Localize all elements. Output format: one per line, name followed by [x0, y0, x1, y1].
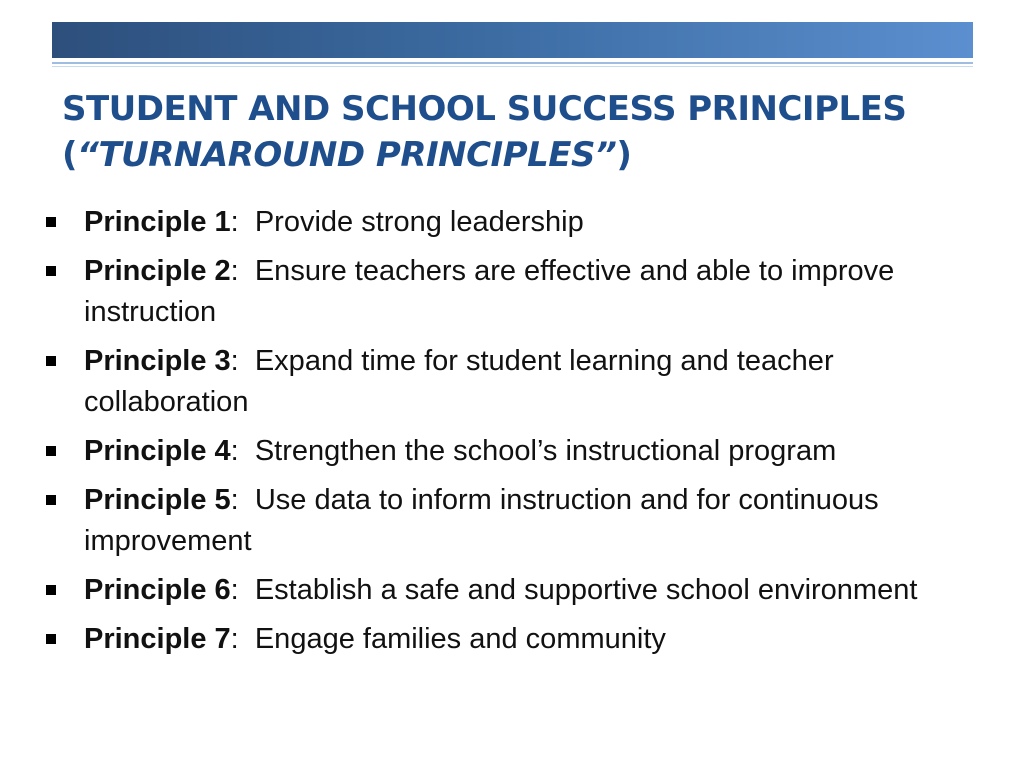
square-bullet-icon	[46, 634, 56, 644]
list-item	[44, 341, 1004, 423]
principle-separator: :	[230, 255, 255, 287]
principle-label: Principle 5	[84, 484, 231, 516]
square-bullet-icon	[46, 266, 56, 276]
principle-label: Principle 3	[84, 345, 231, 377]
square-bullet-icon	[46, 446, 56, 456]
principle-text: Use data to inform instruction and for continuous improvement	[84, 484, 879, 557]
square-bullet-icon	[46, 356, 56, 366]
title-open-paren: (	[62, 135, 78, 175]
list-item	[44, 202, 1004, 243]
principle-separator: :	[230, 623, 255, 655]
principle-separator: :	[230, 435, 255, 467]
square-bullet-icon	[46, 585, 56, 595]
principle-text: Provide strong leadership	[254, 206, 584, 238]
principle-text: Expand time for student learning and teacher collaboration	[84, 345, 834, 418]
principle-label: Principle 4	[84, 435, 231, 467]
list-item	[44, 480, 1004, 562]
principle-separator: :	[230, 345, 255, 377]
square-bullet-icon	[46, 495, 56, 505]
principle-text: Engage families and community	[254, 623, 666, 655]
list-item	[44, 570, 1004, 611]
header-divider-thin	[52, 66, 973, 67]
principle-separator: :	[230, 206, 255, 238]
title-line-1: STUDENT AND SCHOOL SUCCESS PRINCIPLES	[62, 89, 907, 129]
principle-text: Strengthen the school’s instructional program	[254, 435, 837, 467]
title-subtitle: “TURNAROUND PRINCIPLES”	[77, 135, 617, 175]
principle-separator: :	[230, 484, 255, 516]
title-close-paren: )	[616, 135, 632, 175]
title-line-2	[62, 132, 1002, 178]
header-gradient-bar	[52, 22, 973, 58]
list-item	[44, 431, 1004, 472]
header-divider	[52, 62, 973, 64]
principles-list	[44, 202, 1004, 668]
principle-label: Principle 2	[84, 255, 231, 287]
principle-separator: :	[230, 574, 255, 606]
slide-title	[62, 86, 1002, 178]
list-item	[44, 251, 1004, 333]
square-bullet-icon	[46, 217, 56, 227]
principle-label: Principle 1	[84, 206, 231, 238]
principle-text: Ensure teachers are effective and able to improve instruction	[84, 255, 895, 328]
principle-label: Principle 6	[84, 574, 231, 606]
principle-text: Establish a safe and supportive school environment	[254, 574, 918, 606]
principle-label: Principle 7	[84, 623, 231, 655]
list-item	[44, 619, 1004, 660]
